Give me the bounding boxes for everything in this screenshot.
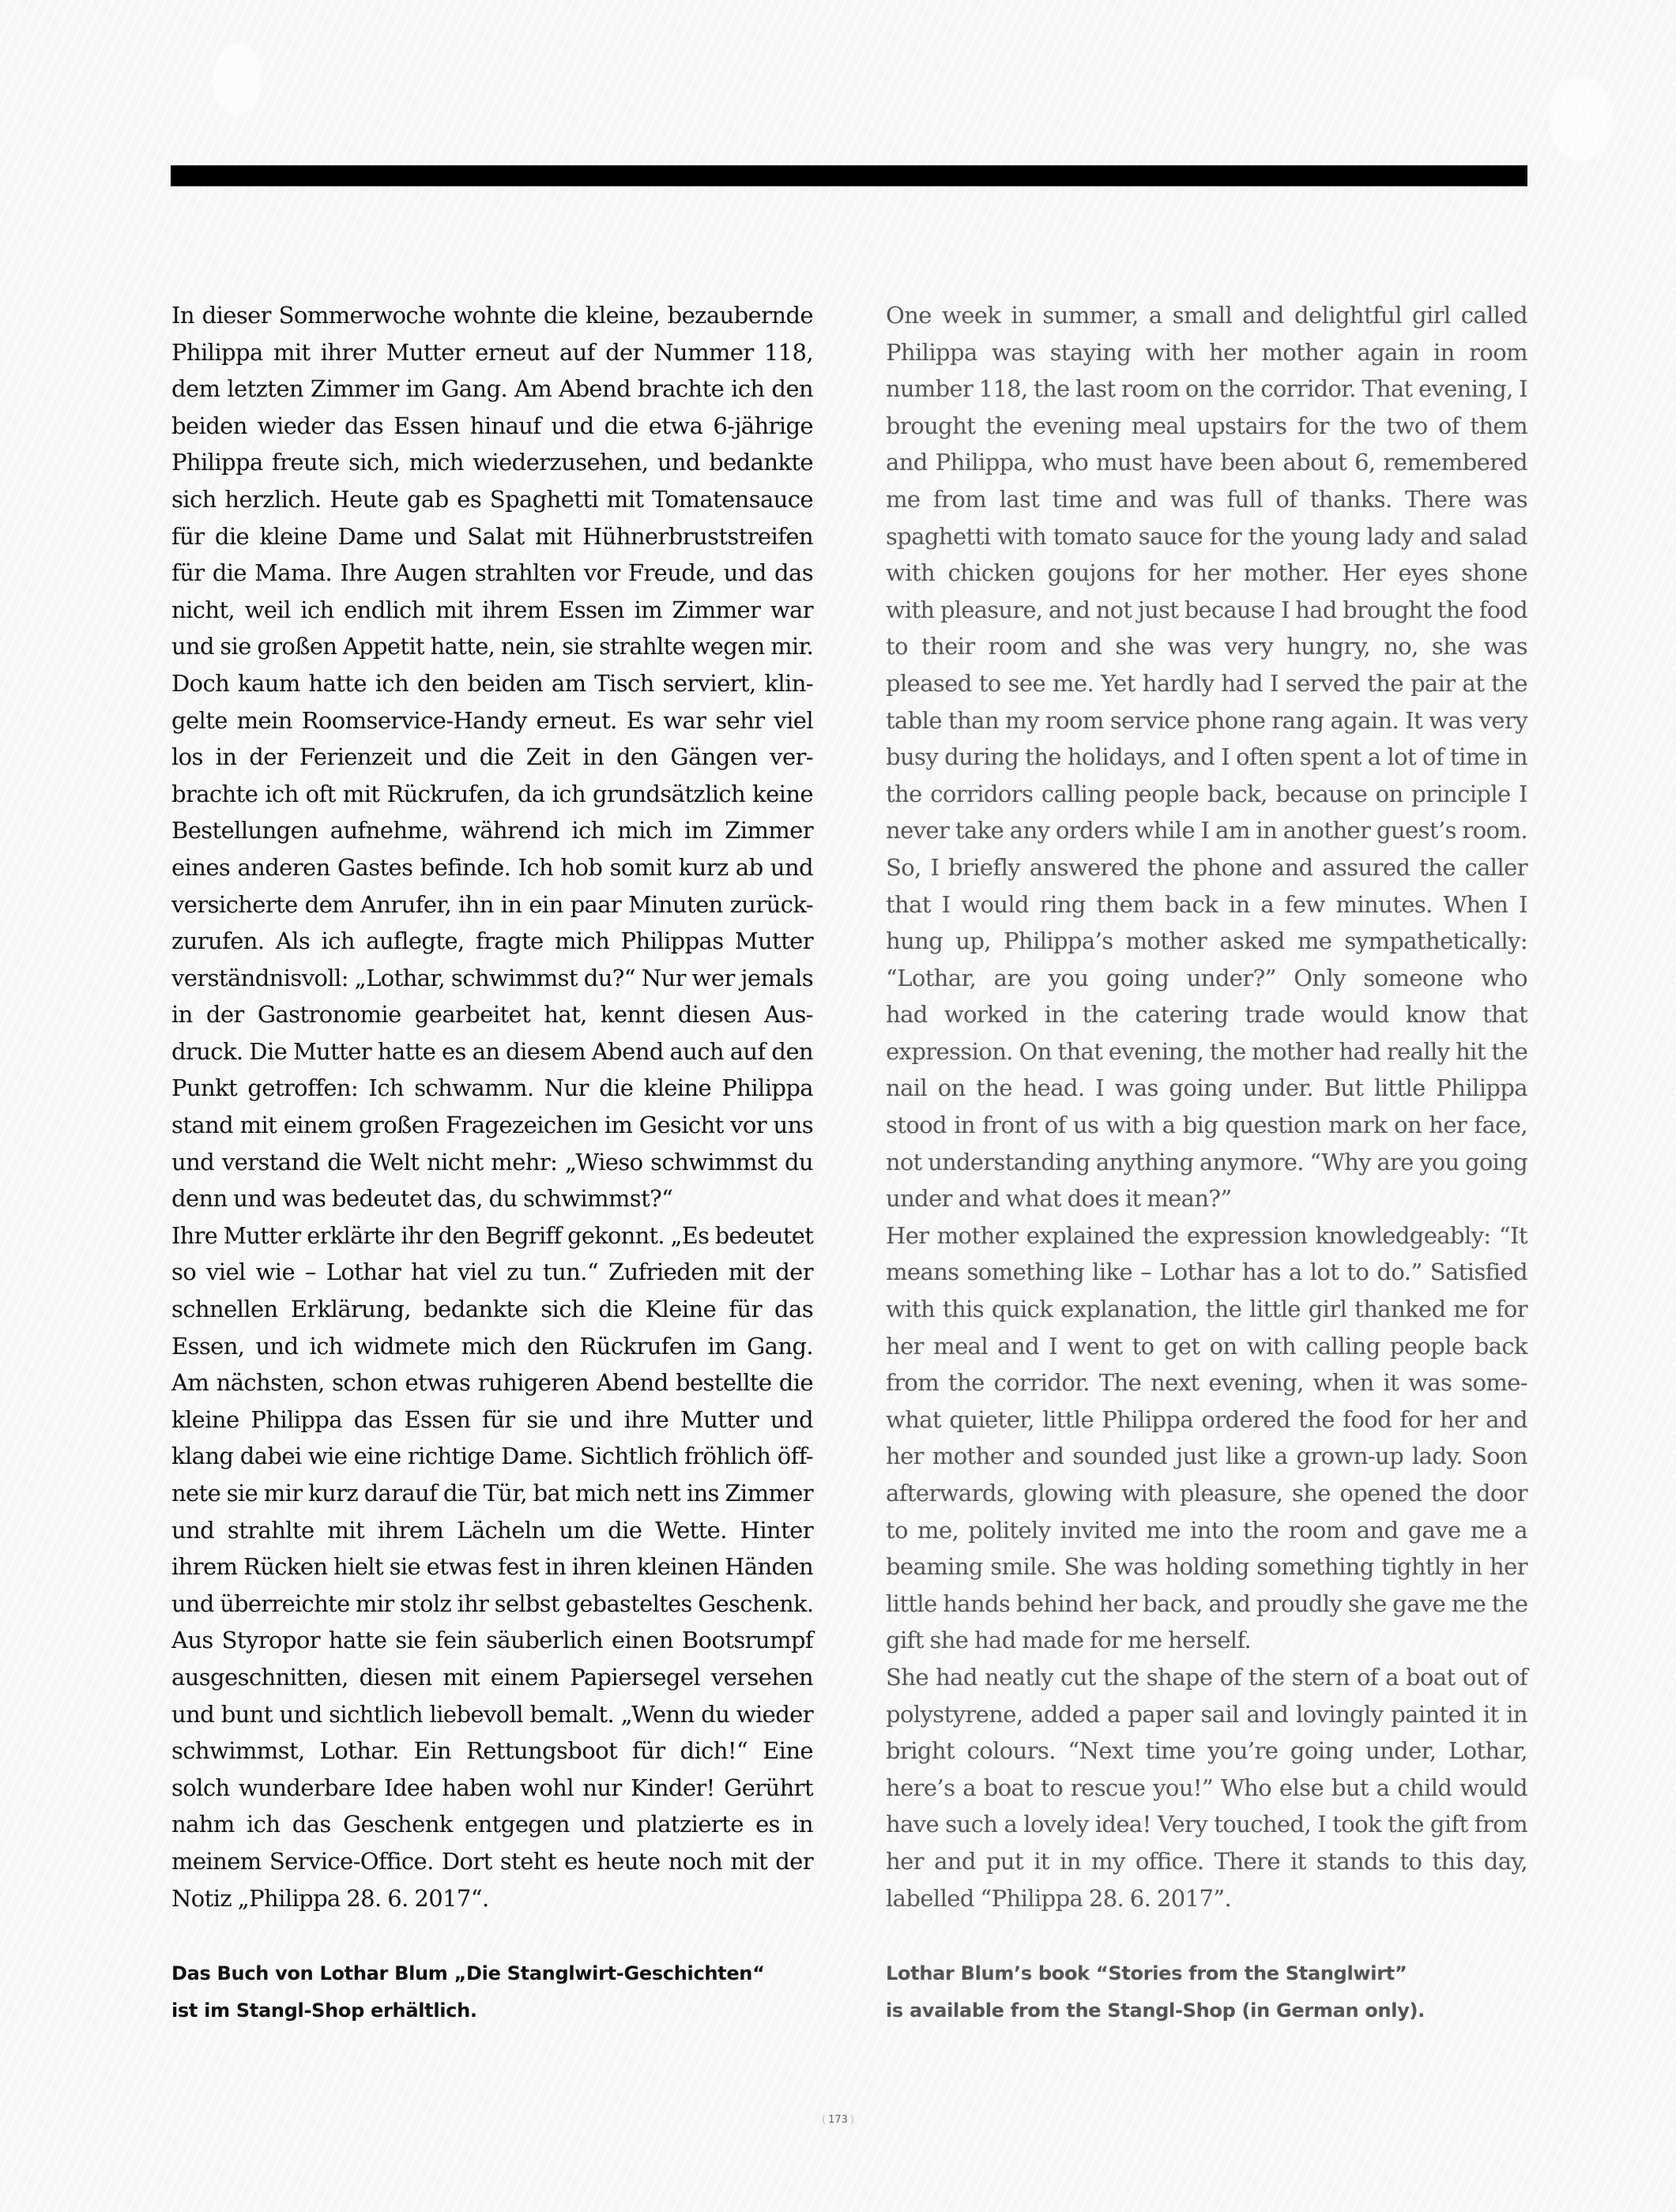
english-text-line: table than my room service phone rang again. It was very <box>886 706 1527 734</box>
english-text-line: what quieter, little Philippa ordered the food for her and <box>886 1405 1527 1433</box>
english-text-line: beaming smile. She was holding something tightly in her <box>886 1553 1527 1581</box>
german-text-line: meinem Service-Office. Dort steht es heute noch mit der <box>171 1847 813 1875</box>
english-text-line: the corridors calling people back, because on principle I <box>886 780 1527 807</box>
english-text-line: expression. On that evening, the mother had really hit the <box>886 1037 1528 1065</box>
english-text-line: labelled “Philippa 28. 6. 2017”. <box>886 1884 1232 1912</box>
german-text-line: und bunt und sichtlich liebevoll bemalt. „Wenn du wieder <box>171 1700 813 1728</box>
english-book-note <box>886 1955 1425 2029</box>
german-text-line: in der Gastronomie gearbeitet hat, kennt diesen Aus- <box>171 1001 813 1029</box>
english-text-line: never take any orders while I am in another guest’s room. <box>886 817 1527 845</box>
english-text-line: So, I briefly answered the phone and assured the caller <box>886 853 1527 881</box>
german-text-line: Aus Styropor hatte sie fein säuberlich einen Bootsrumpf <box>171 1627 813 1654</box>
english-text-line: and Philippa, who must have been about 6, remembered <box>886 449 1527 476</box>
english-text-line: me from last time and was full of thanks. There was <box>886 485 1527 513</box>
page-number-bracket-right: ) <box>849 2114 854 2126</box>
english-text-line: “Lothar, are you going under?” Only someone who <box>886 964 1527 991</box>
page-number <box>0 2114 1676 2126</box>
english-text-line: busy during the holidays, and I often spent a lot of time in <box>886 743 1527 771</box>
german-text-line: Essen, und ich widmete mich den Rückrufen im Gang. <box>171 1332 813 1360</box>
english-text-line: with chicken goujons for her mother. Her eyes shone <box>886 559 1527 587</box>
german-book-note-line: Das Buch von Lothar Blum „Die Stanglwirt-Geschichten“ <box>171 1962 765 1984</box>
english-text-line: Her mother explained the expression knowledgeably: “It <box>886 1221 1527 1249</box>
english-text-line: afterwards, glowing with pleasure, she opened the door <box>886 1480 1527 1507</box>
english-text-line: her meal and I went to get on with calling people back <box>886 1332 1527 1360</box>
english-text-line: here’s a boat to rescue you!” Who else but a child would <box>886 1774 1527 1801</box>
german-text-line: Bestellungen aufnehme, während ich mich im Zimmer <box>171 817 813 845</box>
english-text-line: Philippa was staying with her mother again in room <box>886 338 1527 366</box>
english-text-line: to their room and she was very hungry, no, she was <box>886 633 1527 660</box>
english-text-line: gift she had made for me herself. <box>886 1627 1252 1654</box>
german-text-line: und strahlte mit ihrem Lächeln um die Wette. Hinter <box>171 1516 813 1544</box>
page-number-bracket-left: ( <box>822 2114 827 2126</box>
english-book-note-line: Lothar Blum’s book “Stories from the Stanglwirt” <box>886 1962 1407 1984</box>
english-text-line: nail on the head. I was going under. But little Philippa <box>886 1074 1527 1102</box>
german-text-line: für die kleine Dame und Salat mit Hühnerbruststreifen <box>171 522 813 550</box>
english-text-line: number 118, the last room on the corridor. That evening, I <box>886 375 1528 403</box>
english-text-line: spaghetti with tomato sauce for the young lady and salad <box>886 522 1527 550</box>
header-rule-bar <box>171 165 1527 186</box>
german-text-line: zurufen. Als ich auflegte, fragte mich Philippas Mutter <box>171 927 813 955</box>
english-text-line: pleased to see me. Yet hardly had I served the pair at the <box>886 669 1527 697</box>
german-text-line: klang dabei wie eine richtige Dame. Sichtlich fröhlich öff- <box>171 1443 813 1470</box>
english-text-line: that I would ring them back in a few minutes. When I <box>886 890 1527 918</box>
german-text-line: Punkt getroffen: Ich schwamm. Nur die kleine Philippa <box>171 1074 813 1102</box>
english-text-line: her and put it in my office. There it stands to this day, <box>886 1847 1527 1875</box>
german-text-line: gelte mein Roomservice-Handy erneut. Es war sehr viel <box>171 706 813 734</box>
english-text-line: have such a lovely idea! Very touched, I took the gift from <box>886 1811 1527 1838</box>
german-text-column <box>171 297 813 1917</box>
german-text-line: und sie großen Appetit hatte, nein, sie strahlte wegen mir. <box>171 633 814 660</box>
german-text-line: Am nächsten, schon etwas ruhigeren Abend bestellte die <box>171 1369 813 1397</box>
english-text-line: brought the evening meal upstairs for the two of them <box>886 412 1527 439</box>
german-text-line: verständnisvoll: „Lothar, schwimmst du?“ Nur wer jemals <box>171 964 813 991</box>
german-text-line: Philippa freute sich, mich wiederzusehen, und bedankte <box>171 449 813 476</box>
german-text-line: so viel wie – Lothar hat viel zu tun.“ Zufrieden mit der <box>171 1258 813 1286</box>
german-text-line: brachte ich oft mit Rückrufen, da ich grundsätzlich keine <box>171 780 813 807</box>
german-text-line: Doch kaum hatte ich den beiden am Tisch serviert, klin- <box>171 669 813 697</box>
english-text-line: hung up, Philippa’s mother asked me sympathetically: <box>886 927 1527 955</box>
german-text-line: für die Mama. Ihre Augen strahlten vor Freude, und das <box>171 559 813 587</box>
german-text-line: denn und was bedeutet das, du schwimmst?“ <box>171 1185 673 1213</box>
german-text-line: ihrem Rücken hielt sie etwas fest in ihren kleinen Händen <box>171 1553 814 1581</box>
german-text-line: beiden wieder das Essen hinauf und die etwa 6-jährige <box>171 412 813 439</box>
english-text-line: under and what does it mean?” <box>886 1185 1232 1213</box>
german-text-line: stand mit einem großen Fragezeichen im Gesicht vor uns <box>171 1112 813 1139</box>
english-text-line: means something like – Lothar has a lot to do.” Satisfied <box>886 1258 1527 1286</box>
english-text-line: had worked in the catering trade would know that <box>886 1001 1527 1029</box>
english-text-line: She had neatly cut the shape of the stern of a boat out of <box>886 1663 1527 1691</box>
english-text-line: polystyrene, added a paper sail and lovingly painted it in <box>886 1700 1527 1728</box>
german-text-line: eines anderen Gastes befinde. Ich hob somit kurz ab und <box>171 853 813 881</box>
german-text-line: sich herzlich. Heute gab es Spaghetti mit Tomatensauce <box>171 485 813 513</box>
english-text-line: not understanding anything anymore. “Why are you going <box>886 1148 1528 1176</box>
german-text-line: solch wunderbare Idee haben wohl nur Kinder! Gerührt <box>171 1774 813 1801</box>
german-text-line: und verstand die Welt nicht mehr: „Wieso schwimmst du <box>171 1148 813 1176</box>
german-text-line: kleine Philippa das Essen für sie und ihre Mutter und <box>171 1405 813 1433</box>
german-text-line: In dieser Sommerwoche wohnte die kleine, bezaubernde <box>171 302 813 329</box>
german-text-line: Notiz „Philippa 28. 6. 2017“. <box>171 1884 489 1912</box>
english-text-line: with this quick explanation, the little girl thanked me for <box>886 1296 1527 1323</box>
german-text-line: nete sie mir kurz darauf die Tür, bat mich nett ins Zimmer <box>171 1480 813 1507</box>
german-text-line: ausgeschnitten, diesen mit einem Papiersegel versehen <box>171 1663 813 1691</box>
english-text-line: bright colours. “Next time you’re going under, Lothar, <box>886 1737 1527 1765</box>
german-text-line: Philippa mit ihrer Mutter erneut auf der Nummer 118, <box>171 338 813 366</box>
german-text-line: nahm ich das Geschenk entgegen und platzierte es in <box>171 1811 813 1838</box>
german-text-line: dem letzten Zimmer im Gang. Am Abend brachte ich den <box>171 375 813 403</box>
english-text-line: with pleasure, and not just because I had brought the food <box>886 596 1527 623</box>
german-book-note <box>171 1955 765 2029</box>
english-text-line: from the corridor. The next evening, when it was some- <box>886 1369 1527 1397</box>
english-text-column <box>886 297 1527 1917</box>
english-text-line: stood in front of us with a big question mark on her face, <box>886 1112 1527 1139</box>
english-text-line: One week in summer, a small and delightful girl called <box>886 302 1527 329</box>
german-text-line: los in der Ferienzeit und die Zeit in den Gängen ver- <box>171 743 813 771</box>
german-text-line: druck. Die Mutter hatte es an diesem Abend auch auf den <box>171 1037 813 1065</box>
english-text-line: to me, politely invited me into the room and gave me a <box>886 1516 1527 1544</box>
page-number-value: 173 <box>828 2114 848 2126</box>
english-text-line: her mother and sounded just like a grown-up lady. Soon <box>886 1443 1527 1470</box>
english-book-note-line: is available from the Stangl-Shop (in German only). <box>886 1999 1426 2022</box>
german-text-line: und überreichte mir stolz ihr selbst gebasteltes Geschenk. <box>171 1589 814 1617</box>
german-book-note-line: ist im Stangl-Shop erhältlich. <box>171 1999 477 2022</box>
german-text-line: schnellen Erklärung, bedankte sich die Kleine für das <box>171 1296 813 1323</box>
german-text-line: versicherte dem Anrufer, ihn in ein paar Minuten zurück- <box>171 890 813 918</box>
german-text-line: nicht, weil ich endlich mit ihrem Essen im Zimmer war <box>171 596 813 623</box>
english-text-line: little hands behind her back, and proudly she gave me the <box>886 1589 1528 1617</box>
german-text-line: schwimmst, Lothar. Ein Rettungsboot für dich!“ Eine <box>171 1737 813 1765</box>
german-text-line: Ihre Mutter erklärte ihr den Begriff gekonnt. „Es bedeutet <box>171 1221 814 1249</box>
